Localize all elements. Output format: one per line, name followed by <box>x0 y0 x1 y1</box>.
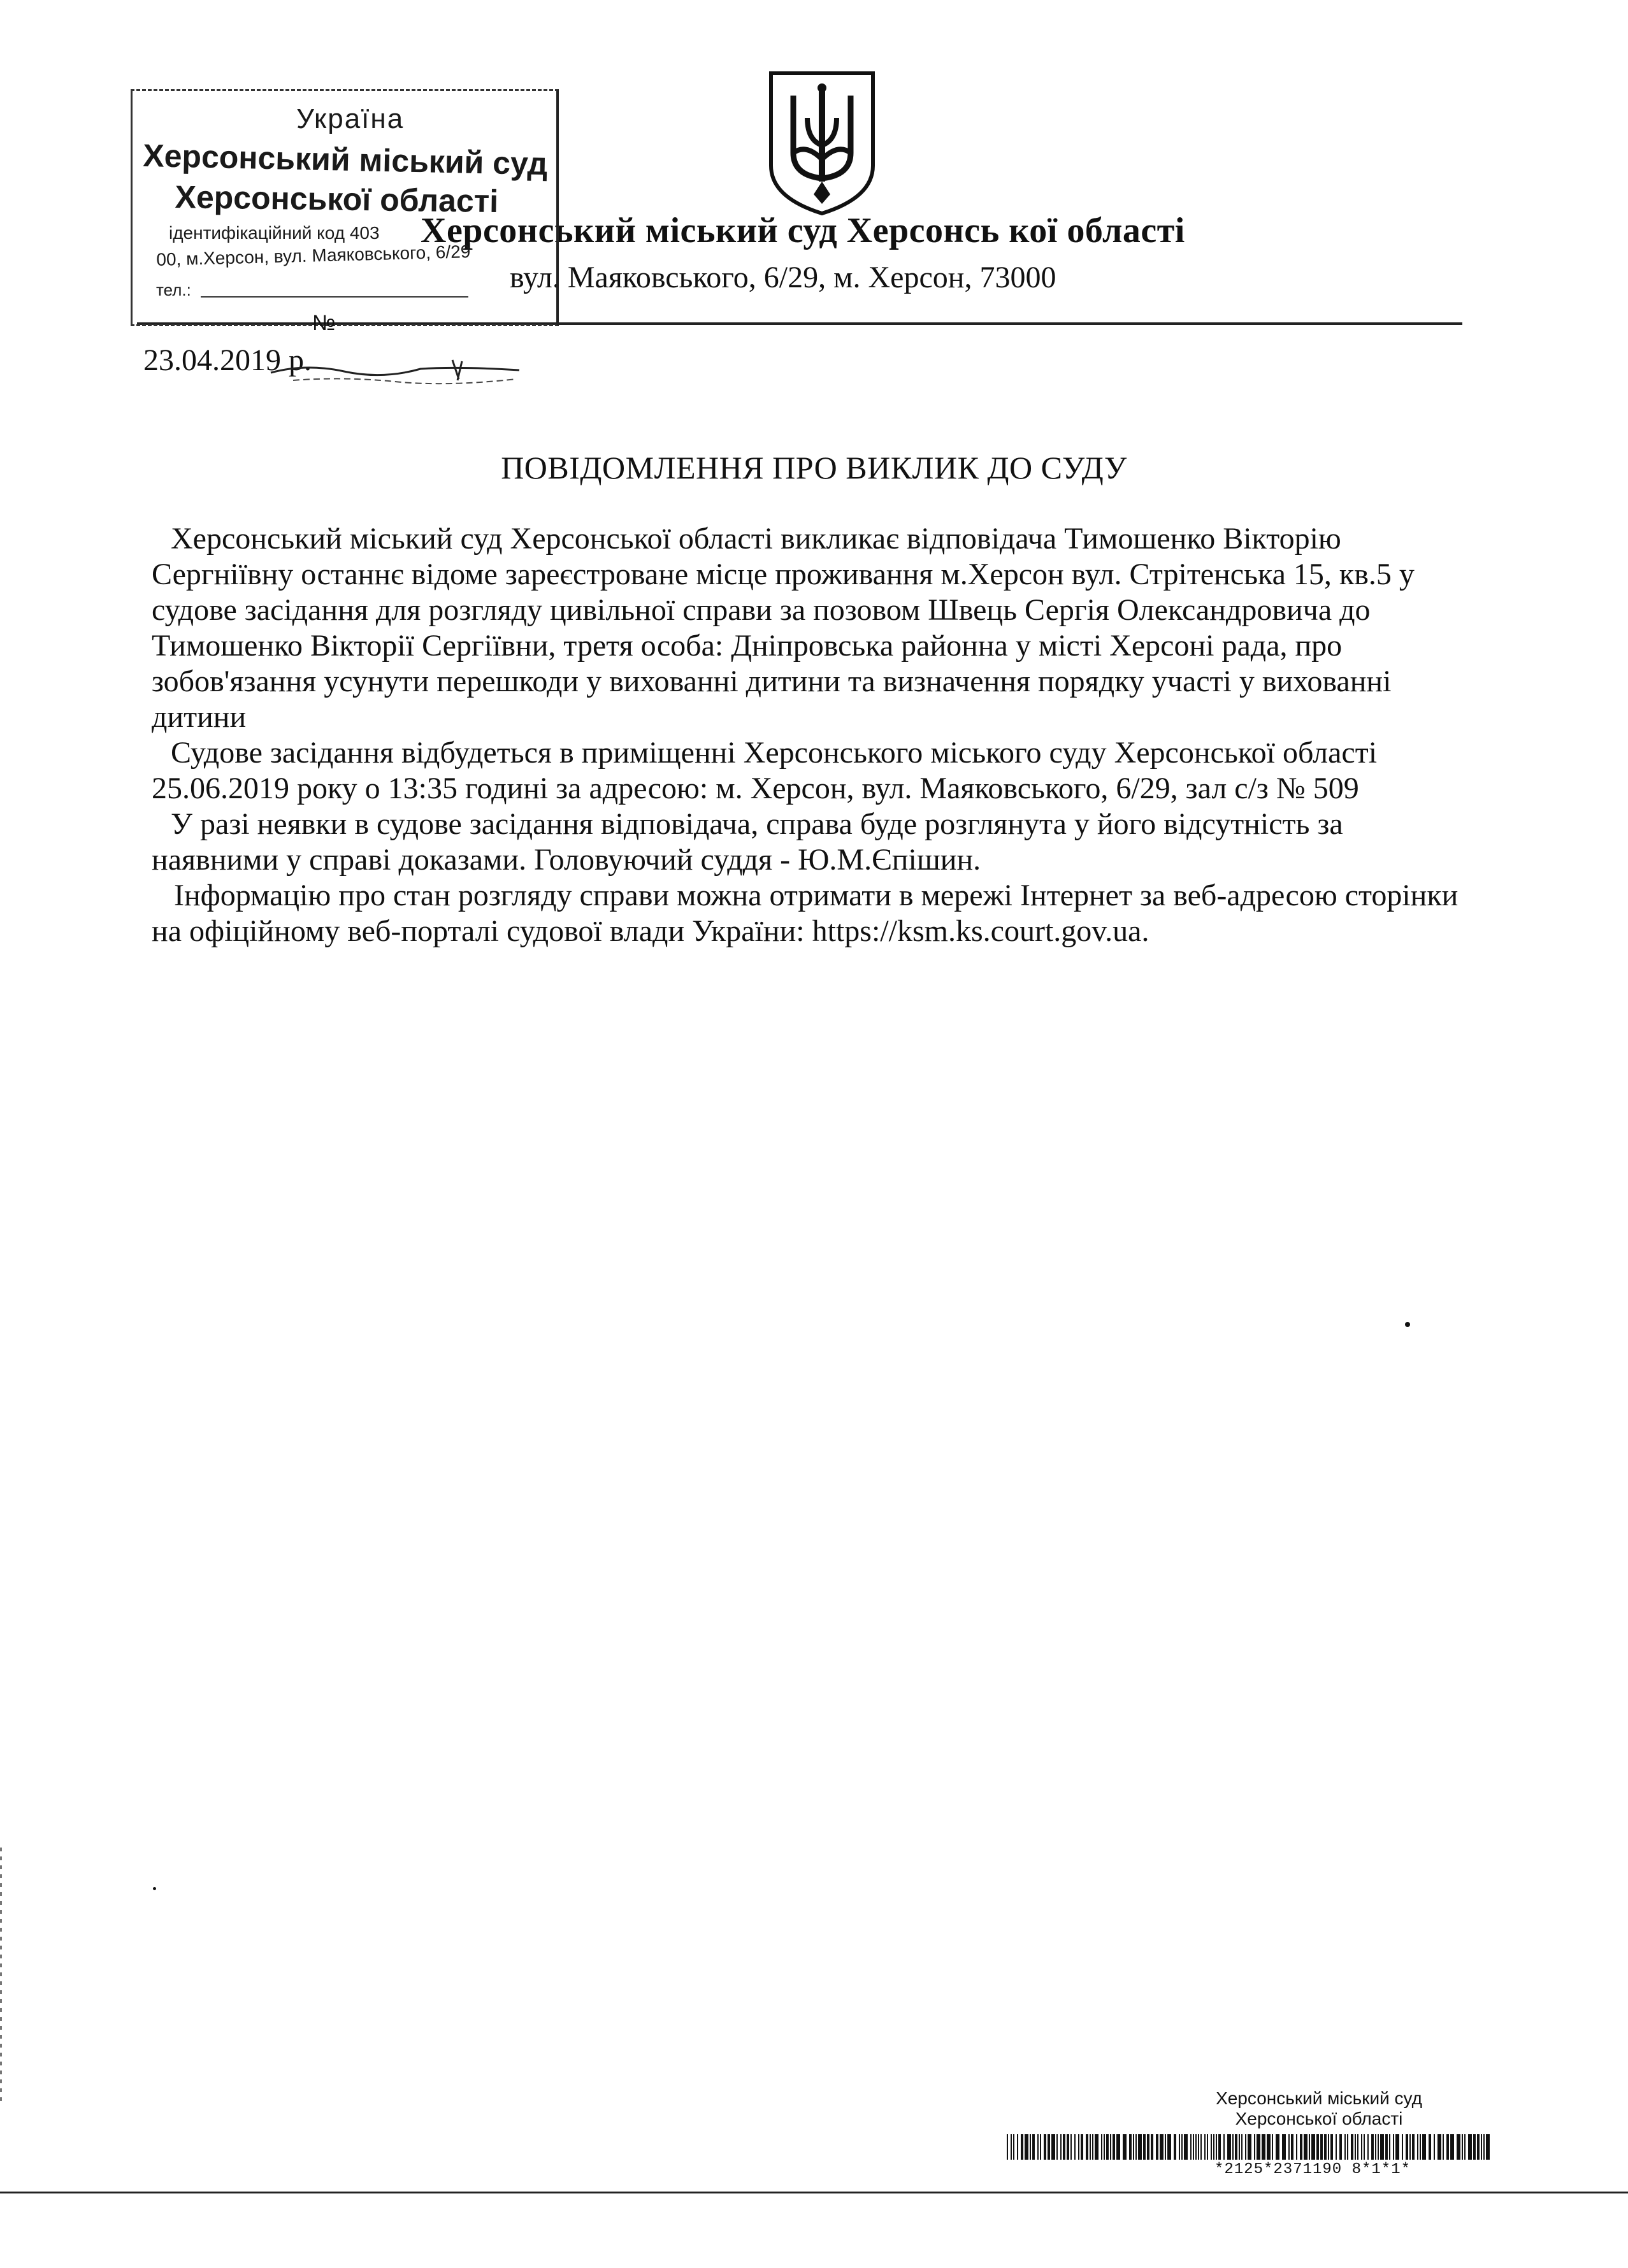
notice-paragraph-info: Інформацію про стан розгляду справи можна отримати в мережі Інтернет за веб-адресою сторінки на офіційному веб-порталі судової влади України: https://ksm.ks.court.gov.ua. <box>152 879 1459 948</box>
barcode-bar <box>1133 2134 1134 2160</box>
barcode-bar <box>1380 2134 1384 2160</box>
barcode-bar <box>1007 2134 1008 2160</box>
barcode-bar <box>1267 2134 1271 2160</box>
barcode-bar <box>1347 2134 1348 2160</box>
barcode-bar <box>1464 2134 1466 2160</box>
barcode-bar <box>1462 2134 1463 2160</box>
barcode-bar <box>1477 2134 1480 2160</box>
barcode-bar <box>1143 2134 1146 2160</box>
barcode-bar <box>1361 2134 1362 2160</box>
barcode-bar <box>1104 2134 1105 2160</box>
barcode-bar <box>1241 2134 1243 2160</box>
footer-court-label <box>1128 2088 1510 2129</box>
barcode-bar <box>1309 2134 1310 2160</box>
barcode-bar <box>1160 2134 1163 2160</box>
notice-paragraph-hearing: Судове засідання відбудеться в приміщенні Херсонського міського суду Херсонської області 25.06.2019 року о 13:35 годині за адресою: м. Херсон, вул. Маяковського, 6/29, зал с/з № 509 <box>152 736 1378 805</box>
barcode-bar <box>1174 2134 1176 2160</box>
barcode-bar <box>1371 2134 1374 2160</box>
notice-title: ПОВІДОМЛЕННЯ ПРО ВИКЛИК ДО СУДУ <box>501 450 1127 485</box>
footer-court-line1: Херсонський міський суд <box>1216 2088 1422 2108</box>
barcode-bar <box>1235 2134 1237 2160</box>
barcode-bar <box>1138 2134 1142 2160</box>
barcode-bar <box>1304 2134 1307 2160</box>
barcode-bar <box>1483 2134 1485 2160</box>
registration-number-mark: № <box>312 311 336 335</box>
barcode-bar <box>1025 2134 1028 2160</box>
court-address: вул. Маяковського, 6/29, м. Херсон, 73000 <box>510 261 1056 294</box>
barcode-bar <box>1339 2134 1342 2160</box>
barcode-bar <box>1429 2134 1431 2160</box>
barcode-bar <box>1282 2134 1286 2160</box>
barcode-bar <box>1437 2134 1441 2160</box>
barcode-bar <box>1181 2134 1183 2160</box>
barcode-bar <box>1291 2134 1293 2160</box>
barcode-bar <box>1311 2134 1315 2160</box>
barcode-bar <box>1165 2134 1166 2160</box>
barcode-bar <box>1037 2134 1039 2160</box>
barcode-bar <box>1375 2134 1376 2160</box>
barcode-bar <box>1364 2134 1365 2160</box>
barcode-bar <box>1227 2134 1231 2160</box>
barcode-bar <box>1262 2134 1265 2160</box>
barcode-bar <box>1190 2134 1192 2160</box>
barcode-bar <box>1086 2134 1088 2160</box>
barcode-bar <box>1378 2134 1379 2160</box>
barcode-bar <box>1074 2134 1076 2160</box>
barcode-bar <box>1151 2134 1153 2160</box>
barcode-bar <box>1457 2134 1460 2160</box>
barcode-bar <box>1032 2134 1035 2160</box>
barcode-bar <box>1067 2134 1069 2160</box>
barcode-bar <box>1156 2134 1158 2160</box>
notice-paragraph-summons: Херсонський міський суд Херсонської області викликає відповідача Тимошенко Вікторію Сергніївну останнє відоме зареєстроване місце проживання м.Херсон вул. Стрітенська 15, кв.5 у судове засідання для розгляду цивільної справи за позовом Швець Сергія Олександровича до Тимошенко Вікторії Сергіївни, третя особа: Дніпровська районна у місті Херсоні рада, про зобов'язання усунути перешкоди у вихованні дитини та визначення порядку участі у вихованні дитини <box>152 522 1415 734</box>
barcode-bar <box>1420 2134 1421 2160</box>
handwritten-signature-icon <box>268 354 522 392</box>
barcode-bar <box>1468 2134 1472 2160</box>
scan-speck <box>153 1887 156 1890</box>
barcode-bar <box>1248 2134 1251 2160</box>
scan-edge <box>0 1848 2 2102</box>
barcode-bar <box>1078 2134 1079 2160</box>
barcode-bar <box>1443 2134 1444 2160</box>
barcode-bar <box>1135 2134 1137 2160</box>
barcode-bar <box>1101 2134 1102 2160</box>
barcode-bar <box>1385 2134 1388 2160</box>
barcode-bar <box>1406 2134 1408 2160</box>
barcode-bar <box>1357 2134 1358 2160</box>
court-name-heading: Херсонський міський суд Херсонсь кої області <box>421 211 1185 250</box>
barcode-bar <box>1092 2134 1093 2160</box>
barcode-bar <box>1200 2134 1202 2160</box>
barcode-bar <box>1389 2134 1390 2160</box>
barcode-bar <box>1473 2134 1476 2160</box>
scan-speck <box>1405 1322 1410 1327</box>
barcode-bar <box>1213 2134 1214 2160</box>
barcode-bar <box>1110 2134 1111 2160</box>
barcode-bar <box>1355 2134 1356 2160</box>
barcode-bar <box>1351 2134 1353 2160</box>
barcode-bar <box>1040 2134 1041 2160</box>
barcode-bar <box>1207 2134 1208 2160</box>
barcode-bar <box>1195 2134 1197 2160</box>
barcode-bar <box>1060 2134 1062 2160</box>
footer-court-line2: Херсонської області <box>1235 2109 1403 2128</box>
barcode-bar <box>1288 2134 1290 2160</box>
stamp-id-code: ідентифікаційний код 403 <box>169 223 380 243</box>
barcode-bar <box>1412 2134 1415 2160</box>
barcode-bar <box>1216 2134 1217 2160</box>
barcode-bar <box>1367 2134 1369 2160</box>
barcode-bar <box>1017 2134 1018 2160</box>
barcode-bar <box>1056 2134 1058 2160</box>
barcode-bar <box>1393 2134 1394 2160</box>
barcode-bar <box>1147 2134 1149 2160</box>
notice-paragraph-absence: У разі неявки в судове засідання відповідача, справа буде розглянута у його відсутність за наявними у справі доказами. Головуючий суддя - Ю.М.Єпішин. <box>152 807 1343 877</box>
document-date: 23.04.2019 р. <box>143 343 312 377</box>
barcode-bar <box>1044 2134 1046 2160</box>
barcode-bar <box>1409 2134 1411 2160</box>
barcode-bar <box>1167 2134 1171 2160</box>
barcode-bar <box>1486 2134 1490 2160</box>
barcode-bar <box>1422 2134 1426 2160</box>
barcode-bar <box>1081 2134 1083 2160</box>
stamp-tel: тел.: <box>156 280 191 299</box>
barcode-bar <box>1211 2134 1212 2160</box>
barcode-bar <box>1395 2134 1399 2160</box>
barcode-number: *2125*2371190 8*1*1* <box>1214 2161 1411 2178</box>
barcode-bar <box>1344 2134 1346 2160</box>
notice-body <box>152 521 1477 949</box>
barcode-bar <box>1011 2134 1012 2160</box>
barcode-bar <box>1204 2134 1206 2160</box>
barcode-bar <box>1095 2134 1099 2160</box>
barcode-bar <box>1048 2134 1050 2160</box>
barcode-bar <box>1245 2134 1246 2160</box>
barcode-bar <box>1324 2134 1327 2160</box>
barcode-bar <box>1116 2134 1120 2160</box>
barcode-bar <box>1257 2134 1260 2160</box>
barcode-bar <box>1300 2134 1302 2160</box>
barcode-bar <box>1336 2134 1337 2160</box>
barcode-bar <box>1276 2134 1279 2160</box>
bottom-divider <box>0 2192 1628 2193</box>
barcode-bar <box>1446 2134 1449 2160</box>
barcode-bar <box>1090 2134 1091 2160</box>
barcode-bar <box>1450 2134 1454 2160</box>
barcode-bar <box>1272 2134 1273 2160</box>
barcode-bar <box>1198 2134 1199 2160</box>
barcode-bar <box>1320 2134 1323 2160</box>
barcode-bar <box>1254 2134 1255 2160</box>
barcode-bar <box>1402 2134 1403 2160</box>
barcode-bar <box>1070 2134 1072 2160</box>
barcode-bar <box>1481 2134 1482 2160</box>
barcode-bar <box>1193 2134 1194 2160</box>
barcode-bar <box>1330 2134 1333 2160</box>
barcode-bar <box>1051 2134 1055 2160</box>
barcode-bar <box>1013 2134 1014 2160</box>
barcode-bar <box>1223 2134 1225 2160</box>
barcode-bar <box>1239 2134 1240 2160</box>
barcode-bar <box>1129 2134 1132 2160</box>
barcode-bar <box>1316 2134 1319 2160</box>
barcode-bar <box>1106 2134 1109 2160</box>
barcode-bar <box>1218 2134 1221 2160</box>
stamp-court-name: Херсонський міський суд <box>142 137 548 182</box>
barcode-bar <box>1328 2134 1329 2160</box>
registration-stamp <box>131 89 564 331</box>
barcode-bar <box>1179 2134 1180 2160</box>
barcode-bar <box>1123 2134 1127 2160</box>
document-barcode <box>1007 2134 1491 2160</box>
stamp-region: Херсонської області <box>175 178 499 220</box>
barcode-bar <box>1434 2134 1435 2160</box>
barcode-bar <box>1296 2134 1297 2160</box>
barcode-bar <box>1063 2134 1065 2160</box>
stamp-country: Україна <box>290 103 410 135</box>
stamp-address: 00, м.Херсон, вул. Маяковського, 6/29 <box>156 241 471 269</box>
barcode-bar <box>1030 2134 1031 2160</box>
barcode-bar <box>1184 2134 1188 2160</box>
barcode-bar <box>1417 2134 1418 2160</box>
barcode-bar <box>1113 2134 1115 2160</box>
barcode-bar <box>1232 2134 1234 2160</box>
stamp-tel-line <box>201 296 468 298</box>
barcode-bar <box>1021 2134 1023 2160</box>
coat-of-arms-icon <box>768 70 876 217</box>
